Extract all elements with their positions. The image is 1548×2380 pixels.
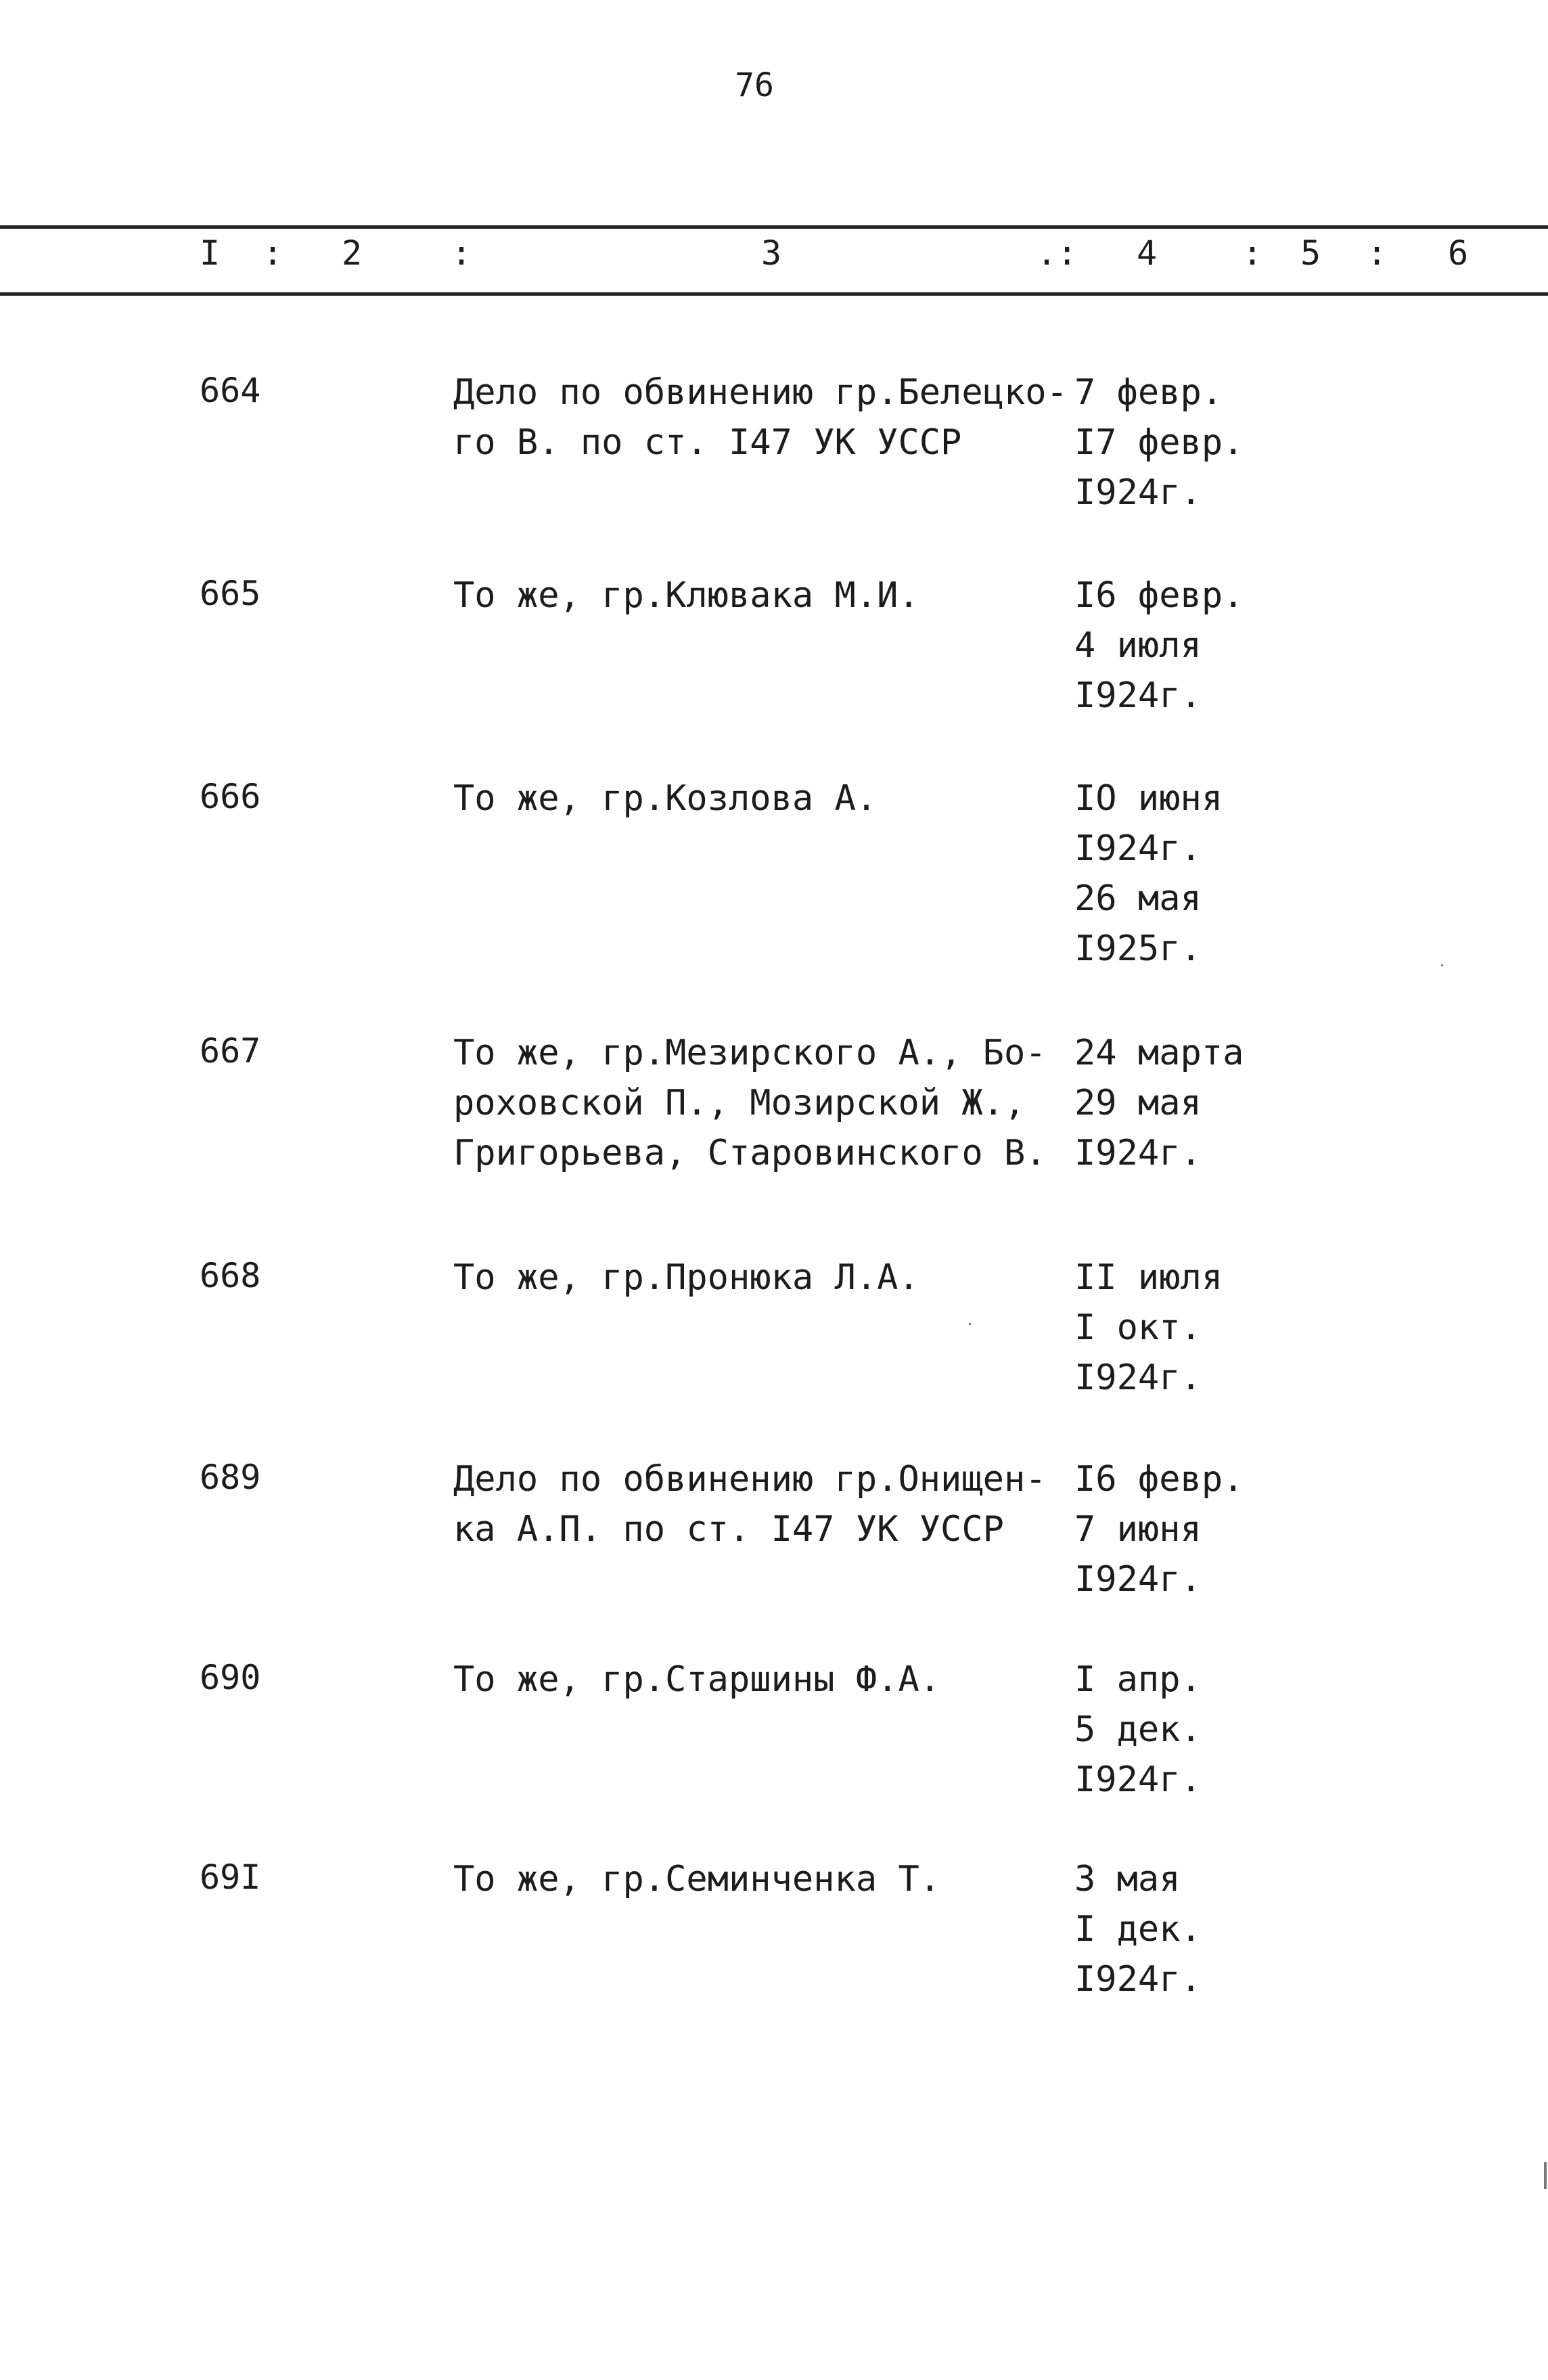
- column-header-6: 6: [1448, 233, 1469, 273]
- entry-number: 664: [200, 371, 261, 410]
- entry-title: [453, 1253, 1062, 1303]
- header-top-rule: [0, 225, 1548, 229]
- entry-date-line: 4 июля: [1074, 625, 1202, 666]
- entry-title: [453, 1454, 1062, 1554]
- column-header-5: 5: [1300, 233, 1321, 273]
- header-bottom-rule: [0, 292, 1548, 296]
- entry-number: 689: [200, 1458, 261, 1497]
- entry-date-line: I925г.: [1074, 928, 1202, 969]
- column-separator: :: [1367, 233, 1388, 273]
- entry-date-line: I924г.: [1074, 1759, 1202, 1800]
- entry-date-line: I окт.: [1074, 1307, 1202, 1348]
- entry-title-line: То же, гр.Старшины Ф.А.: [453, 1659, 941, 1700]
- entry-date-line: I924г.: [1074, 1357, 1202, 1398]
- page-number: 76: [735, 66, 774, 104]
- entry-date-line: 26 мая: [1074, 878, 1202, 919]
- entry-title-line: Григорьева, Старовинского В.: [453, 1133, 1047, 1173]
- entry-date-line: I924г.: [1074, 675, 1202, 716]
- column-separator: :: [1242, 233, 1263, 273]
- entry-date-line: 3 мая: [1074, 1859, 1181, 1900]
- entry-number: 666: [200, 777, 261, 816]
- entry-number: 665: [200, 574, 261, 613]
- entry-date-line: I6 февр.: [1074, 575, 1244, 616]
- entry-dates: [1074, 1028, 1244, 1178]
- entry-title: [453, 367, 1068, 468]
- entry-date-line: I924г.: [1074, 828, 1202, 869]
- entry-title-line: То же, гр.Семинченка Т.: [453, 1859, 941, 1900]
- scan-speck: [1441, 964, 1443, 966]
- entry-dates: [1074, 1253, 1223, 1403]
- column-separator: :: [451, 233, 472, 273]
- entry-date-line: I924г.: [1074, 1133, 1202, 1173]
- entry-date-line: I6 февр.: [1074, 1459, 1244, 1500]
- entry-title-line: ка А.П. по ст. I47 УК УССР: [453, 1509, 1004, 1550]
- entry-title-line: го В. по ст. I47 УК УССР: [453, 422, 962, 463]
- entry-date-line: I апр.: [1074, 1659, 1202, 1700]
- entry-number: 690: [200, 1658, 261, 1697]
- scan-speck: [969, 1323, 971, 1325]
- entry-title-line: роховской П., Мозирской Ж.,: [453, 1083, 1026, 1123]
- entry-number: 668: [200, 1256, 261, 1295]
- entry-dates: [1074, 1655, 1202, 1805]
- entry-date-line: 5 дек.: [1074, 1709, 1202, 1750]
- entry-title-line: То же, гр.Пронюка Л.А.: [453, 1257, 919, 1298]
- column-separator: :: [263, 233, 283, 273]
- entry-date-line: I924г.: [1074, 472, 1202, 513]
- entry-dates: [1074, 1854, 1202, 2004]
- column-header-4: 4: [1137, 233, 1158, 273]
- column-separator: .:: [1037, 233, 1078, 273]
- entry-dates: [1074, 1454, 1244, 1604]
- entry-title-line: То же, гр.Клювака М.И.: [453, 575, 919, 616]
- entry-title-line: То же, гр.Козлова А.: [453, 778, 878, 819]
- entry-title: [453, 773, 1062, 824]
- entry-date-line: 24 марта: [1074, 1033, 1244, 1073]
- entry-title-line: Дело по обвинению гр.Онищен-: [453, 1459, 1047, 1500]
- entry-title: [453, 1854, 1062, 1904]
- entry-dates: [1074, 570, 1244, 721]
- entry-date-line: I924г.: [1074, 1959, 1202, 2000]
- entry-date-line: 29 мая: [1074, 1083, 1202, 1123]
- entry-title: [453, 1028, 1062, 1178]
- entry-date-line: 7 февр.: [1074, 372, 1223, 413]
- column-header-1: I: [200, 233, 221, 273]
- entry-title-line: То же, гр.Мезирского А., Бо-: [453, 1033, 1047, 1073]
- entry-number: 69I: [200, 1858, 261, 1897]
- entry-date-line: I924г.: [1074, 1559, 1202, 1600]
- entry-date-line: 7 июня: [1074, 1509, 1202, 1550]
- entry-dates: [1074, 773, 1223, 974]
- entry-number: 667: [200, 1031, 261, 1071]
- entry-date-line: I7 февр.: [1074, 422, 1244, 463]
- column-header-3: 3: [761, 233, 782, 273]
- entry-dates: [1074, 367, 1244, 518]
- entry-date-line: I дек.: [1074, 1909, 1202, 1950]
- column-header-2: 2: [342, 233, 363, 273]
- entry-title: [453, 1655, 1062, 1705]
- entry-date-line: II июля: [1074, 1257, 1223, 1298]
- scan-edge-mark: [1544, 2162, 1547, 2189]
- entry-title-line: Дело по обвинению гр.Белецко-: [453, 372, 1068, 413]
- entry-title: [453, 570, 1062, 621]
- entry-date-line: IO июня: [1074, 778, 1223, 819]
